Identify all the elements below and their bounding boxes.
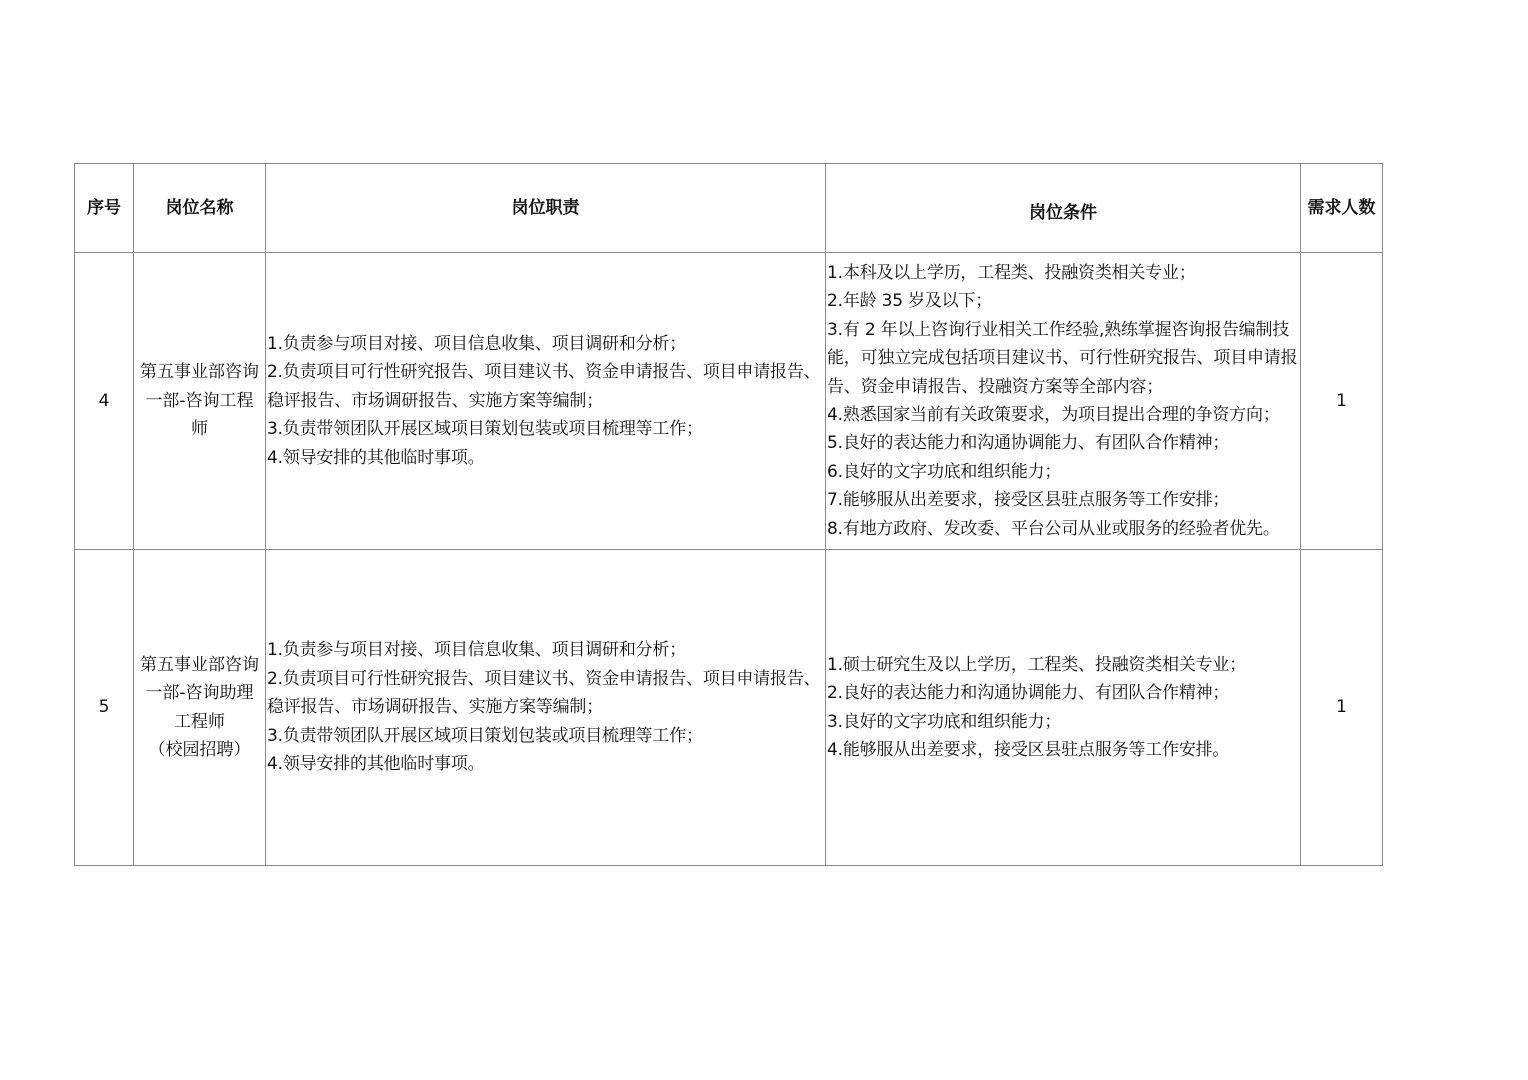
requirements-list <box>826 550 1301 866</box>
duty-item: 3.负责带领团队开展区域项目策划包装或项目梳理等工作； <box>267 419 703 440</box>
requirement-item: 8.有地方政府、发改委、平台公司从业或服务的经验者优先。 <box>827 518 1280 539</box>
duty-item: 1.负责参与项目对接、项目信息收集、项目调研和分析； <box>267 333 687 354</box>
requirement-item: 2.良好的表达能力和沟通协调能力、有团队合作精神； <box>827 683 1230 704</box>
header-position: 岗位名称 <box>134 164 266 253</box>
requirement-item: 4.熟悉国家当前有关政策要求，为项目提出合理的争资方向； <box>827 405 1280 425</box>
header-count: 需求人数 <box>1301 164 1383 253</box>
position-name-line: 一部-咨询助理 <box>145 683 254 704</box>
position-name-line: 工程师 <box>174 711 225 732</box>
position-name <box>134 253 266 550</box>
position-name-line: 师 <box>191 419 208 440</box>
recruitment-table <box>74 163 1383 866</box>
header-index: 序号 <box>75 164 134 253</box>
requirement-item: 5.良好的表达能力和沟通协调能力、有团队合作精神； <box>827 433 1230 454</box>
position-name-line: 第五事业部咨询 <box>140 654 259 675</box>
duties-list <box>266 253 826 550</box>
duty-item: 2.负责项目可行性研究报告、项目建议书、资金申请报告、项目申请报告、稳评报告、市场调研报告、实施方案等编制； <box>267 362 821 411</box>
duties-list <box>266 550 826 866</box>
position-name-line: 一部-咨询工程 <box>145 390 254 411</box>
position-name <box>134 550 266 866</box>
duty-item: 4.领导安排的其他临时事项。 <box>267 447 485 468</box>
header-requirements: 岗位条件 <box>826 164 1301 253</box>
headcount: 1 <box>1301 550 1383 866</box>
requirement-item: 1.本科及以上学历，工程类、投融资类相关专业； <box>827 262 1196 283</box>
table-row <box>75 550 1383 866</box>
duty-item: 1.负责参与项目对接、项目信息收集、项目调研和分析； <box>267 640 687 661</box>
position-name-line: 第五事业部咨询 <box>140 362 259 383</box>
position-name-line: （校园招聘） <box>148 739 251 760</box>
requirements-list <box>826 253 1301 550</box>
table-row <box>75 253 1383 550</box>
requirement-item: 4.能够服从出差要求，接受区县驻点服务等工作安排。 <box>827 739 1230 760</box>
requirement-item: 3.良好的文字功底和组织能力； <box>827 711 1062 732</box>
requirement-item: 6.良好的文字功底和组织能力； <box>827 461 1062 482</box>
requirement-item: 2.年龄 35 岁及以下； <box>827 291 993 312</box>
row-index: 4 <box>75 253 134 550</box>
duty-item: 2.负责项目可行性研究报告、项目建议书、资金申请报告、项目申请报告、稳评报告、市场调研报告、实施方案等编制； <box>267 668 821 718</box>
headcount: 1 <box>1301 253 1383 550</box>
header-duties: 岗位职责 <box>266 164 826 253</box>
row-index: 5 <box>75 550 134 866</box>
duty-item: 3.负责带领团队开展区域项目策划包装或项目梳理等工作； <box>267 725 703 746</box>
requirement-item: 1.硕士研究生及以上学历，工程类、投融资类相关专业； <box>827 654 1247 675</box>
requirement-item: 7.能够服从出差要求，接受区县驻点服务等工作安排； <box>827 490 1230 511</box>
header-row <box>75 164 1383 253</box>
duty-item: 4.领导安排的其他临时事项。 <box>267 754 485 775</box>
requirement-item: 3.有 2 年以上咨询行业相关工作经验,熟练掌握咨询报告编制技能，可独立完成包括项目建议书、可行性研究报告、项目申请报告、资金申请报告、投融资方案等全部内容； <box>827 319 1298 397</box>
